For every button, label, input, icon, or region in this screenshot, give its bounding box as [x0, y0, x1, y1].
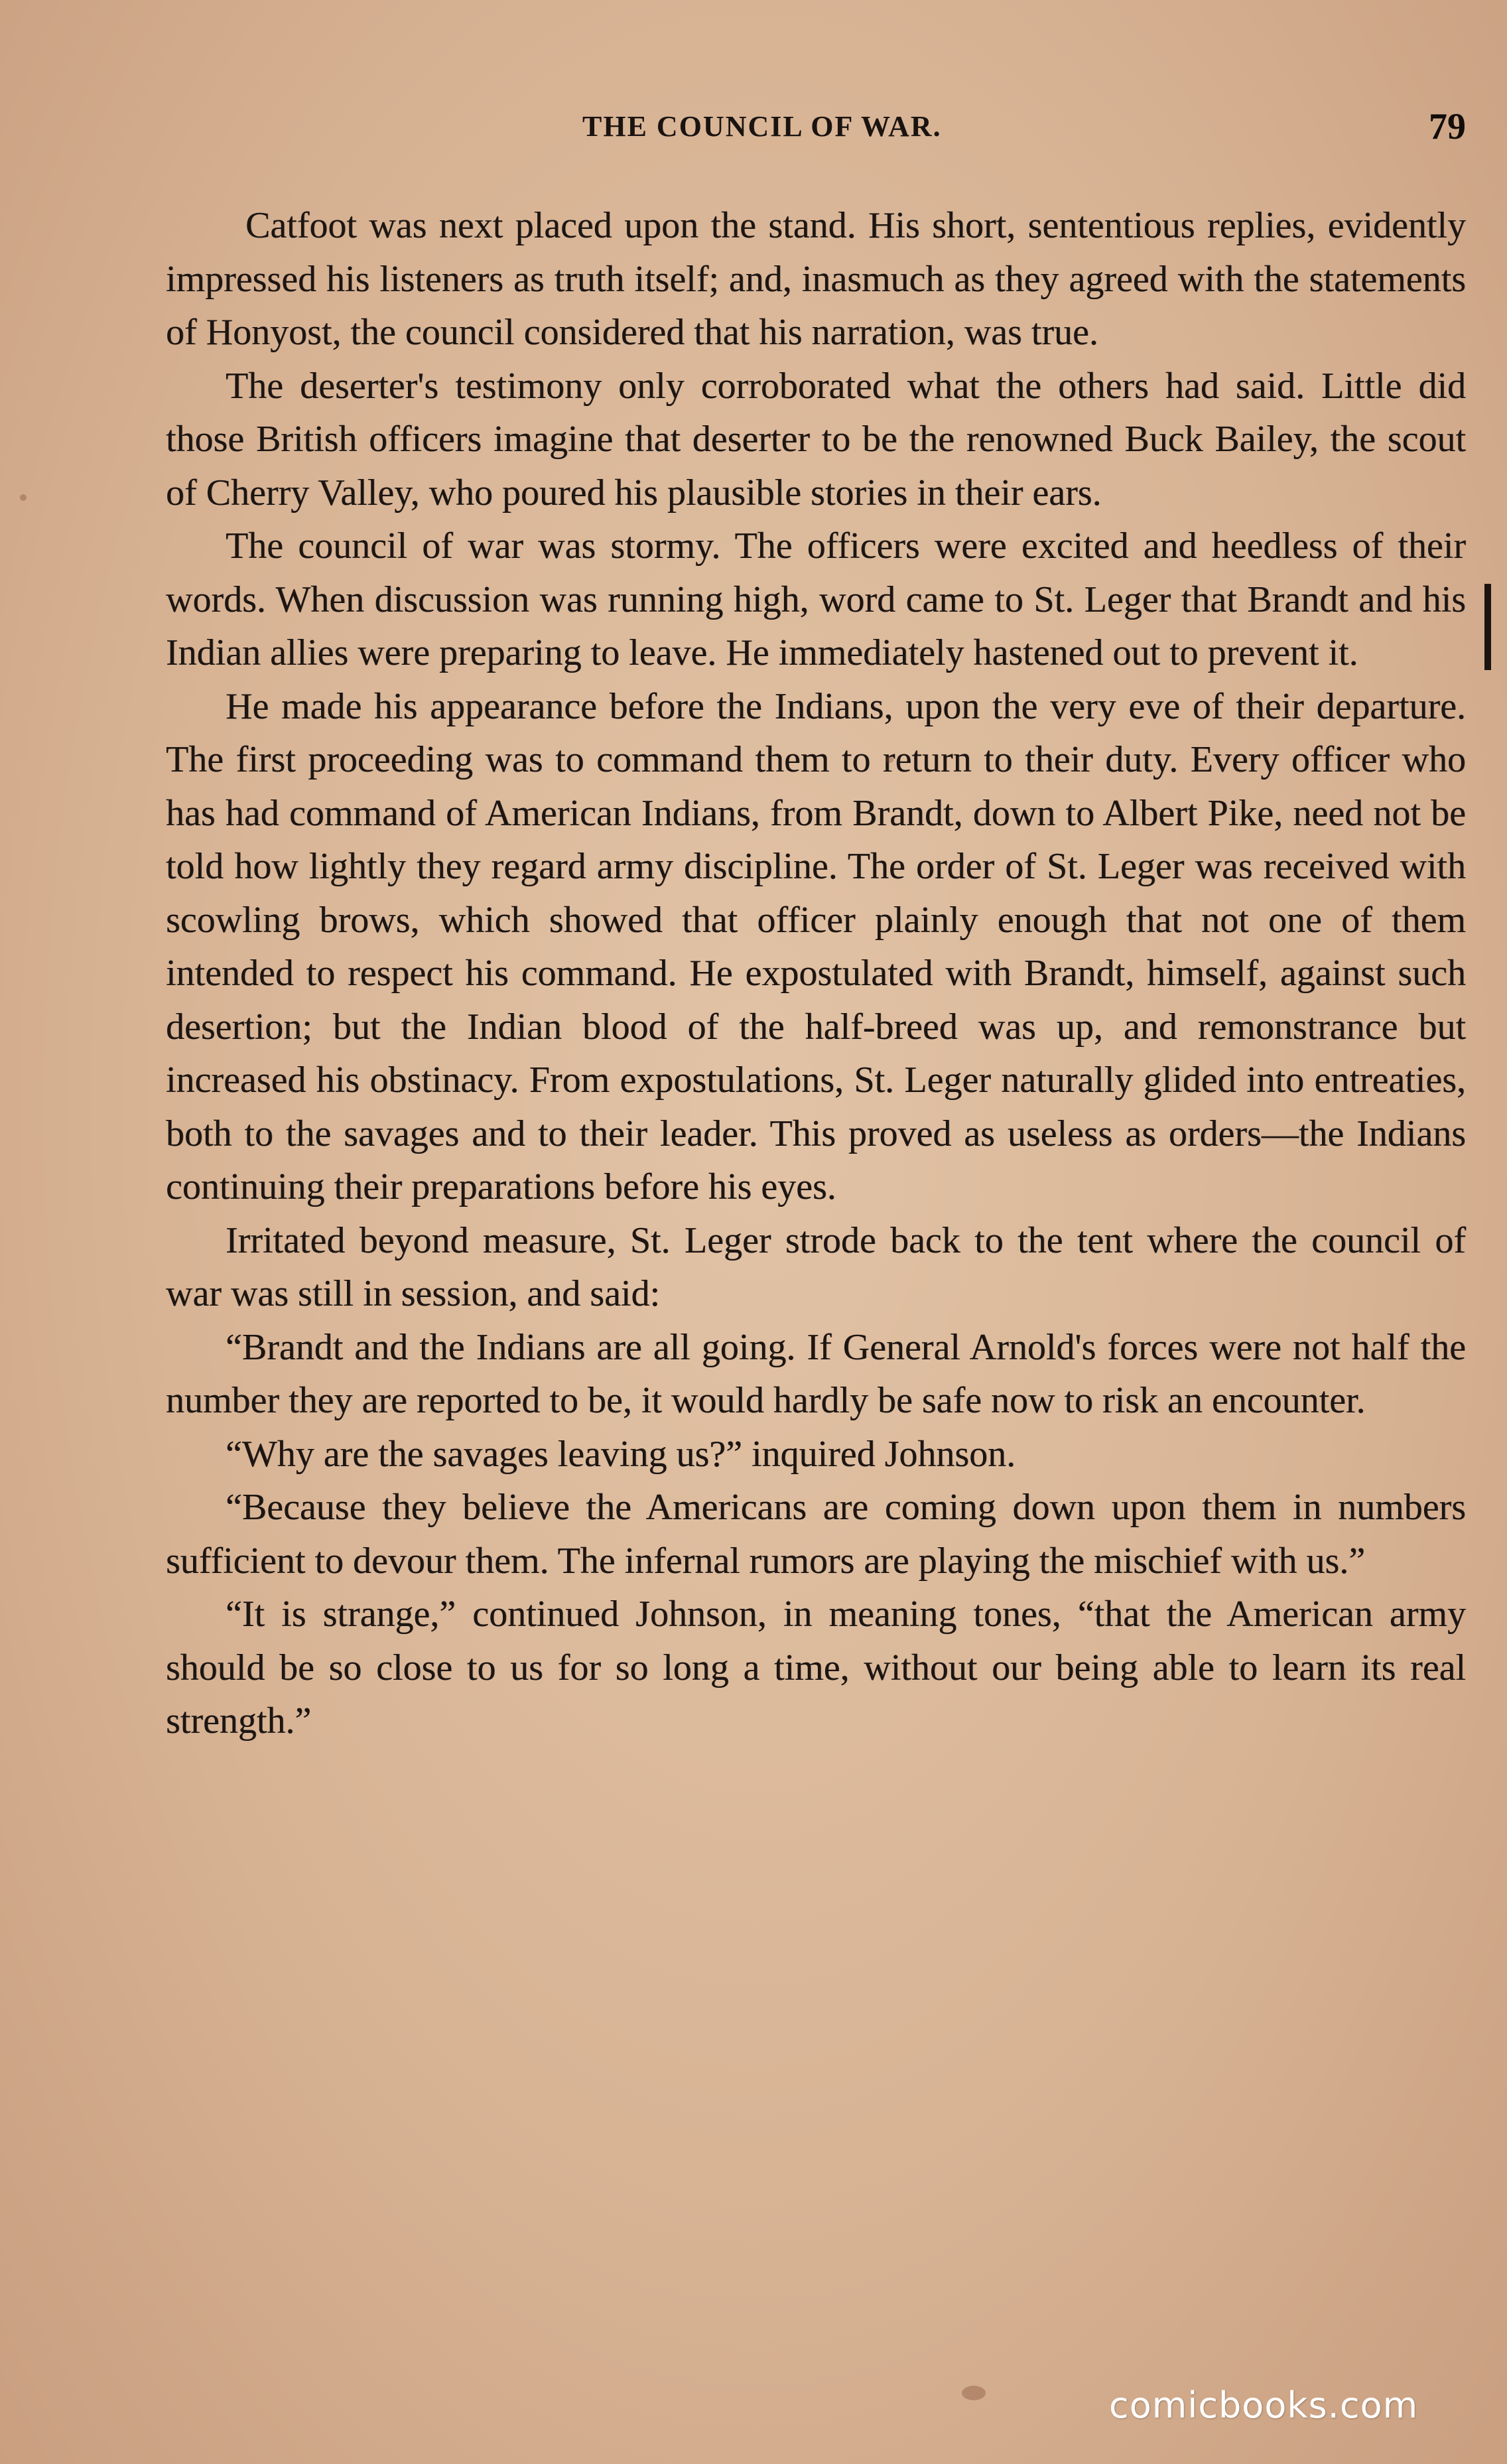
page-header [0, 106, 1507, 156]
paragraph: Irritated beyond measure, St. Leger strode back to the tent where the council of war was still in session, and said: [166, 1219, 1466, 1314]
paragraph: The deserter's testimony only corroborated what the others had said. Little did those British officers imagine that deserter to be the renowned Buck Bailey, the scout of Cherry Valley, who poured his plausible stories in their ears. [166, 365, 1466, 513]
ink-spot [962, 2386, 986, 2400]
paragraph: “Because they believe the Americans are coming down upon them in numbers sufficient to devour them. The infernal rumors are playing the mischief with us.” [166, 1487, 1466, 1582]
watermark: comicbooks.com [1109, 2384, 1419, 2426]
page-number: 79 [1429, 106, 1466, 147]
ink-spot [20, 494, 27, 501]
ink-spot [885, 756, 893, 763]
body-text [166, 199, 1466, 2289]
page-edge-mark [1484, 584, 1491, 670]
paragraph: “Why are the savages leaving us?” inquired Johnson. [226, 1433, 1016, 1475]
paragraph: “It is strange,” continued Johnson, in meaning tones, “that the American army should be so close to us for so long a time, without our being able to learn its real strength.” [166, 1594, 1466, 1742]
paragraph: Catfoot was next placed upon the stand. His short, sententious replies, evidently impressed his listeners as truth itself; and, inasmuch as they agreed with the statements of Honyost, the council considered that his narration, was true. [166, 205, 1466, 353]
paragraph: “Brandt and the Indians are all going. If General Arnold's forces were not half the number they are reported to be, it would hardly be safe now to risk an encounter. [166, 1326, 1466, 1421]
paragraph: The council of war was stormy. The officers were excited and heedless of their words. When discussion was running high, word came to St. Leger that Brandt and his Indian allies were preparing to leave. He immediately hastened out to prevent it. [166, 525, 1466, 673]
running-head: THE COUNCIL OF WAR. [582, 110, 942, 143]
paragraph: He made his appearance before the Indians, upon the very eve of their departure. The first proceeding was to command them to return to their duty. Every officer who has had command of American Indians, from Brandt, down to Albert Pike, need not be told how lightly they regard army discipline. The order of St. Leger was received with scowling brows, which showed that officer plainly enough that not one of them intended to respect his command. He expostulated with Brandt, himself, against such desertion; but the Indian blood of the half-breed was up, and remonstrance but increased his obstinacy. From expostulations, St. Leger naturally glided into entreaties, both to the savages and to their leader. This proved as useless as orders—the Indians continuing their preparations before his eyes. [166, 685, 1466, 1207]
